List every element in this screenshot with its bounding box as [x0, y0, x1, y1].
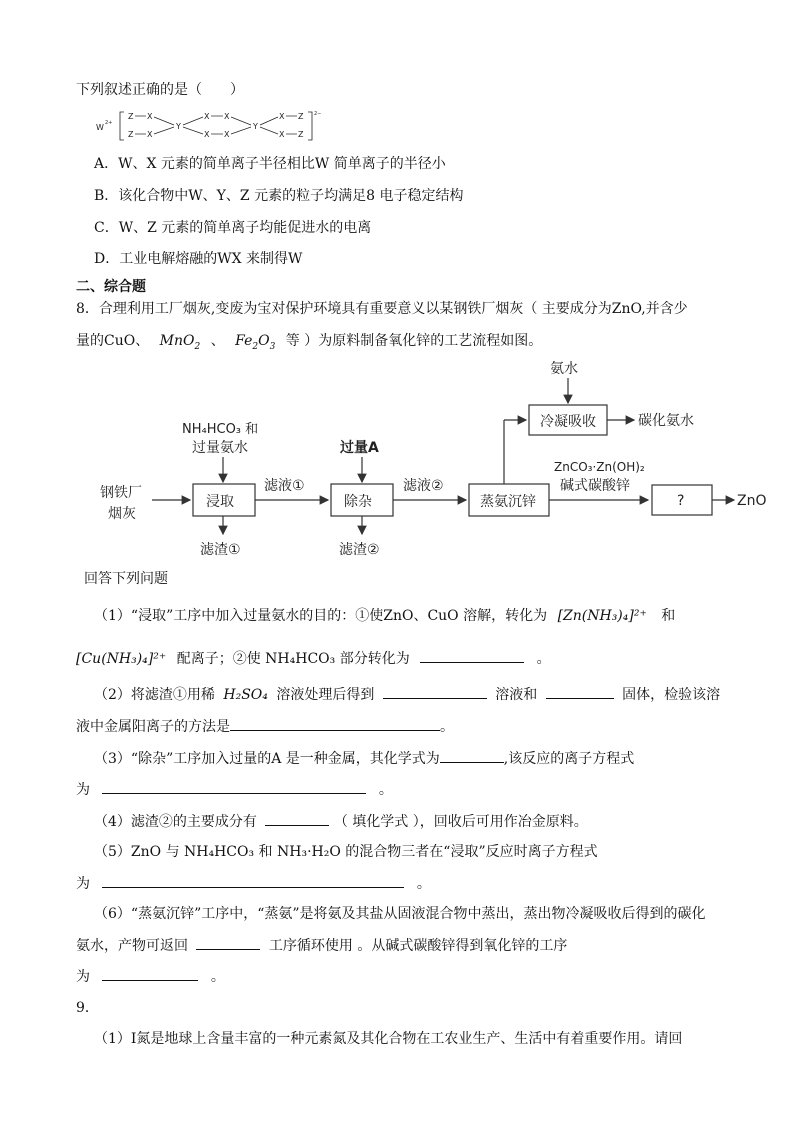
raw-material-line1: 钢铁厂 — [100, 485, 142, 501]
atom-x4: X — [224, 112, 230, 121]
raw-material-line2: 烟灰 — [108, 506, 136, 522]
q9-line1: （1）Ⅰ氮是地球上含量丰富的一种元素氮及其化合物在工农业生产、生活中有着重要作用。请回 — [94, 1031, 683, 1047]
reagent1-line1: NH₄HCO₃ 和 — [182, 422, 259, 437]
atom-x7: X — [279, 112, 285, 121]
carbonized-ammonia-label: 碳化氨水 — [638, 413, 694, 429]
q7-option-a: A．W、X 元素的简单离子半径相比W 简单离子的半径小 — [94, 156, 446, 172]
q8-p2-blank2[interactable] — [546, 684, 614, 699]
residue2-label: 滤渣② — [339, 542, 380, 558]
unknown-step-label: ? — [677, 493, 685, 509]
q7-structure-diagram — [96, 106, 336, 148]
distill-label: 蒸氨沉锌 — [480, 494, 536, 510]
anion-charge: 2− — [314, 111, 322, 117]
q8-p3-blank2[interactable] — [102, 779, 366, 794]
atom-y1: Y — [176, 122, 181, 131]
ammonia-label: 氨水 — [550, 361, 578, 377]
w-label: W — [96, 123, 104, 132]
q8-intro-line1: 8．合理利用工厂烟灰,变废为宝对保护环境具有重要意义以某钢铁厂烟灰（ 主要成分为ZnO,并含少 — [76, 301, 688, 317]
q8-p6-line1: （6）“蒸氨沉锌”工序中，“蒸氨”是将氨及其盐从固液混合物中蒸出，蒸出物冷凝吸收后得到的碳化 — [94, 906, 706, 922]
q8-p2-line2: 液中金属阳离子的方法是 。 — [76, 716, 454, 737]
atom-z1: Z — [128, 112, 134, 121]
atom-x2: X — [147, 130, 153, 139]
atom-z4: Z — [298, 130, 304, 139]
filtrate2-label: 滤液② — [403, 478, 444, 494]
q8-p6-blank1[interactable] — [196, 935, 260, 950]
process-flow-diagram — [90, 356, 780, 566]
q8-p1-line1: （1）“浸取”工序中加入过量氨水的目的：①使ZnO、CuO 溶解，转化为 [Zn(NH₃)₄]²⁺ 和 — [94, 608, 676, 624]
q8-intro-line2: 量的CuO、 MnO$_2$ 、 $Fe_2O_3$ 等 ）为原料制备氧化锌的工艺流程如图。 — [76, 333, 543, 352]
q8-p5-line1: （5）ZnO 与 NH₄HCO₃ 和 NH₃·H₂O 的混合物三者在“浸取”反应时离子方程式 — [94, 844, 598, 860]
q8-p2-line1: （2）将滤渣①用稀 H₂SO₄ 溶液处理后得到 溶液和 固体，检验该溶 — [94, 684, 720, 705]
basic-name-label: 碱式碳酸锌 — [560, 478, 630, 494]
atom-z3: Z — [298, 112, 304, 121]
q8-p4: （4）滤渣②的主要成分有 （ 填化学式 ），回收后可用作冶金原料。 — [94, 811, 588, 832]
leach-label: 浸取 — [206, 494, 234, 510]
purify-label: 除杂 — [344, 494, 372, 510]
q8-p6-blank2[interactable] — [102, 966, 198, 981]
final-product-label: ZnO — [737, 493, 767, 509]
section-title: 二、综合题 — [76, 279, 146, 295]
residue1-label: 滤渣① — [200, 542, 241, 558]
reagent2-label: 过量A — [340, 440, 379, 456]
atom-x5: X — [204, 130, 210, 139]
reagent1-line2: 过量氨水 — [192, 440, 248, 456]
q8-p5-blank[interactable] — [102, 873, 404, 888]
atom-x8: X — [279, 130, 285, 139]
q8-p2-blank3[interactable] — [230, 716, 440, 731]
q7-stem: 下列叙述正确的是（ ） — [76, 82, 244, 98]
q9-number: 9． — [76, 1000, 99, 1016]
w-charge: 2+ — [105, 120, 113, 126]
q8-p1-line2: [Cu(NH₃)₄]²⁺ 配离子；②使 NH₄HCO₃ 部分转化为 。 — [76, 648, 551, 669]
basic-formula-label: ZnCO₃·Zn(OH)₂ — [554, 460, 645, 474]
answer-prompt: 回答下列问题 — [84, 571, 168, 587]
q8-p5-line2: 为 。 — [76, 873, 431, 894]
q8-p6-line2: 氨水，产物可返回 工序循环使用 。从碱式碳酸锌得到氧化锌的工序 — [76, 935, 567, 956]
atom-x3: X — [204, 112, 210, 121]
q8-p6-line3: 为 。 — [76, 966, 225, 987]
q8-p4-blank[interactable] — [265, 811, 329, 826]
atom-z2: Z — [128, 130, 134, 139]
q8-p3-line2: 为 。 — [76, 779, 393, 800]
q7-option-c: C．W、Z 元素的简单离子均能促进水的电离 — [94, 220, 372, 236]
q8-p3-line1: （3）“除杂”工序加入过量的A 是一种金属，其化学式为 ,该反应的离子方程式 — [94, 748, 634, 769]
q8-p2-blank1[interactable] — [383, 684, 487, 699]
atom-y2: Y — [253, 122, 258, 131]
q7-option-d: D．工业电解熔融的WX 来制得W — [94, 251, 303, 267]
condense-label: 冷凝吸收 — [540, 414, 596, 430]
q7-option-b: B．该化合物中W、Y、Z 元素的粒子均满足8 电子稳定结构 — [94, 188, 464, 204]
q8-p1-blank[interactable] — [420, 648, 524, 663]
atom-x6: X — [224, 130, 230, 139]
filtrate1-label: 滤液① — [264, 478, 305, 494]
q8-p3-blank1[interactable] — [440, 748, 504, 763]
atom-x1: X — [147, 112, 153, 121]
